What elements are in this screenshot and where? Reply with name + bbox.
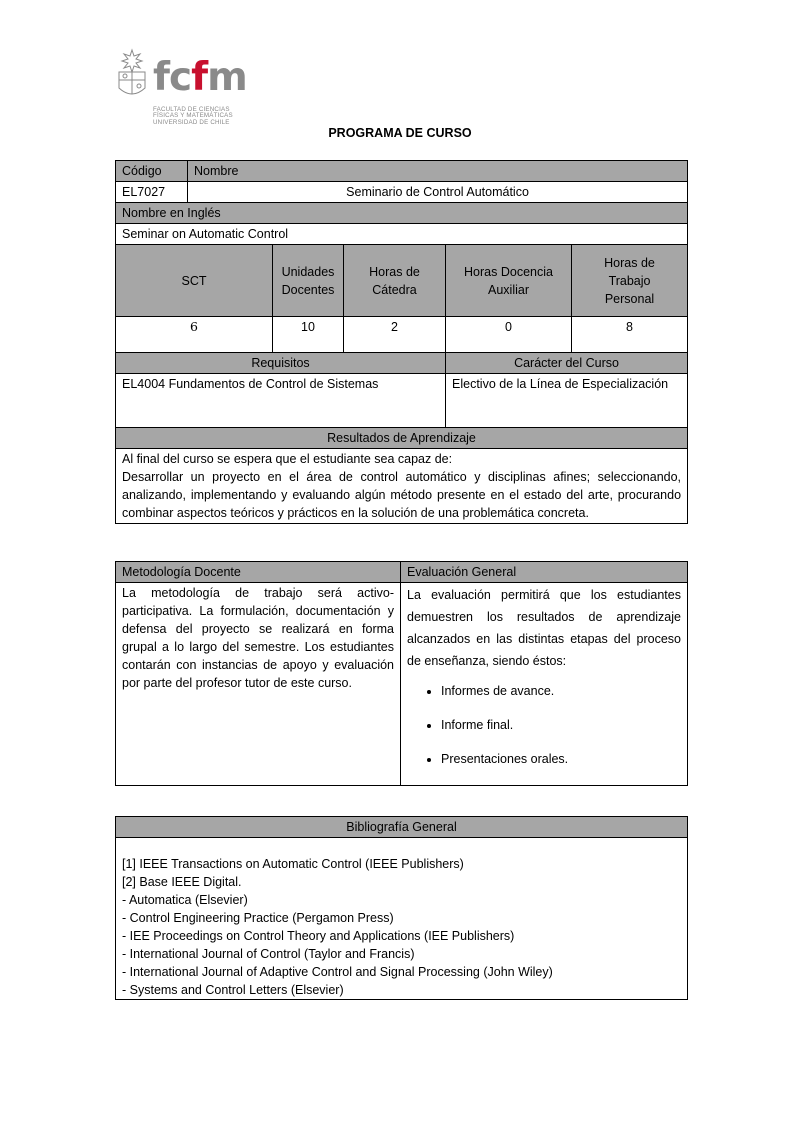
- teaching-units-label: Unidades Docentes: [273, 245, 344, 317]
- personal-work-hours-label: Horas de Trabajo Personal: [572, 245, 688, 317]
- evaluation-text: La evaluación permitirá que los estudiantes demuestren los resultados de aprendizaje alcanzados en las distintas etapas del proceso de enseñanza, siendo éstos:: [407, 588, 681, 668]
- teaching-units-value: 10: [273, 317, 344, 353]
- course-info-table: [115, 160, 688, 524]
- evaluation-cell: [401, 583, 688, 786]
- methodology-label: Metodología Docente: [116, 562, 401, 583]
- list-item: • Informe final.: [441, 716, 681, 734]
- course-code: EL7027: [116, 182, 188, 203]
- list-item: • Presentaciones orales.: [441, 750, 681, 768]
- lecture-hours-label: Horas de Cátedra: [344, 245, 446, 317]
- requisites-label: Requisitos: [116, 353, 446, 374]
- methodology-text: La metodología de trabajo será activo-participativa. La formulación, documentación y defensa del proyecto se realizará en forma grupal a lo largo del semestre. Los estudiantes contarán con instancias de apoyo y evaluación por parte del profesor tutor de este curso.: [116, 583, 401, 786]
- fcfm-logo: fcfm: [153, 55, 247, 100]
- name-label: Nombre: [188, 161, 688, 182]
- sct-value: 6: [116, 317, 273, 353]
- methodology-table: [115, 561, 688, 786]
- list-item: [2] Base IEEE Digital.: [122, 875, 242, 889]
- bibliography-table: [115, 816, 688, 1000]
- course-character-value: Electivo de la Línea de Especialización: [446, 374, 688, 428]
- learning-outcomes-text: Al final del curso se espera que el estudiante sea capaz de: Desarrollar un proyecto en el área de control automático y disciplinas afines; seleccionando, analizando, implementando y evaluando algún método presente en el estado del arte, procurando combinar aspectos teóricos y prácticos en la solución de una problemática concreta.: [116, 449, 688, 524]
- code-label: Código: [116, 161, 188, 182]
- list-item: - IEE Proceedings on Control Theory and Applications (IEE Publishers): [122, 929, 515, 943]
- evaluation-list: [407, 682, 681, 768]
- list-item: • Informes de avance.: [441, 682, 681, 700]
- list-item: [1] IEEE Transactions on Automatic Control (IEEE Publishers): [122, 857, 464, 871]
- document-title: PROGRAMA DE CURSO: [328, 126, 472, 140]
- lecture-hours-value: 2: [344, 317, 446, 353]
- auxiliary-hours-label: Horas Docencia Auxiliar: [446, 245, 572, 317]
- requisites-value: EL4004 Fundamentos de Control de Sistemas: [116, 374, 446, 428]
- bibliography-label: Bibliografía General: [116, 817, 688, 838]
- list-item: - Control Engineering Practice (Pergamon Press): [122, 911, 394, 925]
- faculty-name: FACULTAD DE CIENCIAS FÍSICAS Y MATEMÁTICAS UNIVERSIDAD DE CHILE: [153, 106, 233, 126]
- university-seal-icon: [115, 48, 149, 100]
- bibliography-list: [116, 838, 688, 1000]
- course-name: Seminario de Control Automático: [188, 182, 688, 203]
- list-item: - International Journal of Control (Taylor and Francis): [122, 947, 415, 961]
- english-name-label: Nombre en Inglés: [116, 203, 688, 224]
- list-item: - Systems and Control Letters (Elsevier): [122, 983, 344, 997]
- learning-outcomes-label: Resultados de Aprendizaje: [116, 428, 688, 449]
- sct-label: SCT: [116, 245, 273, 317]
- list-item: - International Journal of Adaptive Control and Signal Processing (John Wiley): [122, 965, 553, 979]
- personal-work-hours-value: 8: [572, 317, 688, 353]
- english-name: Seminar on Automatic Control: [116, 224, 688, 245]
- auxiliary-hours-value: 0: [446, 317, 572, 353]
- course-character-label: Carácter del Curso: [446, 353, 688, 374]
- list-item: - Automatica (Elsevier): [122, 893, 248, 907]
- evaluation-label: Evaluación General: [401, 562, 688, 583]
